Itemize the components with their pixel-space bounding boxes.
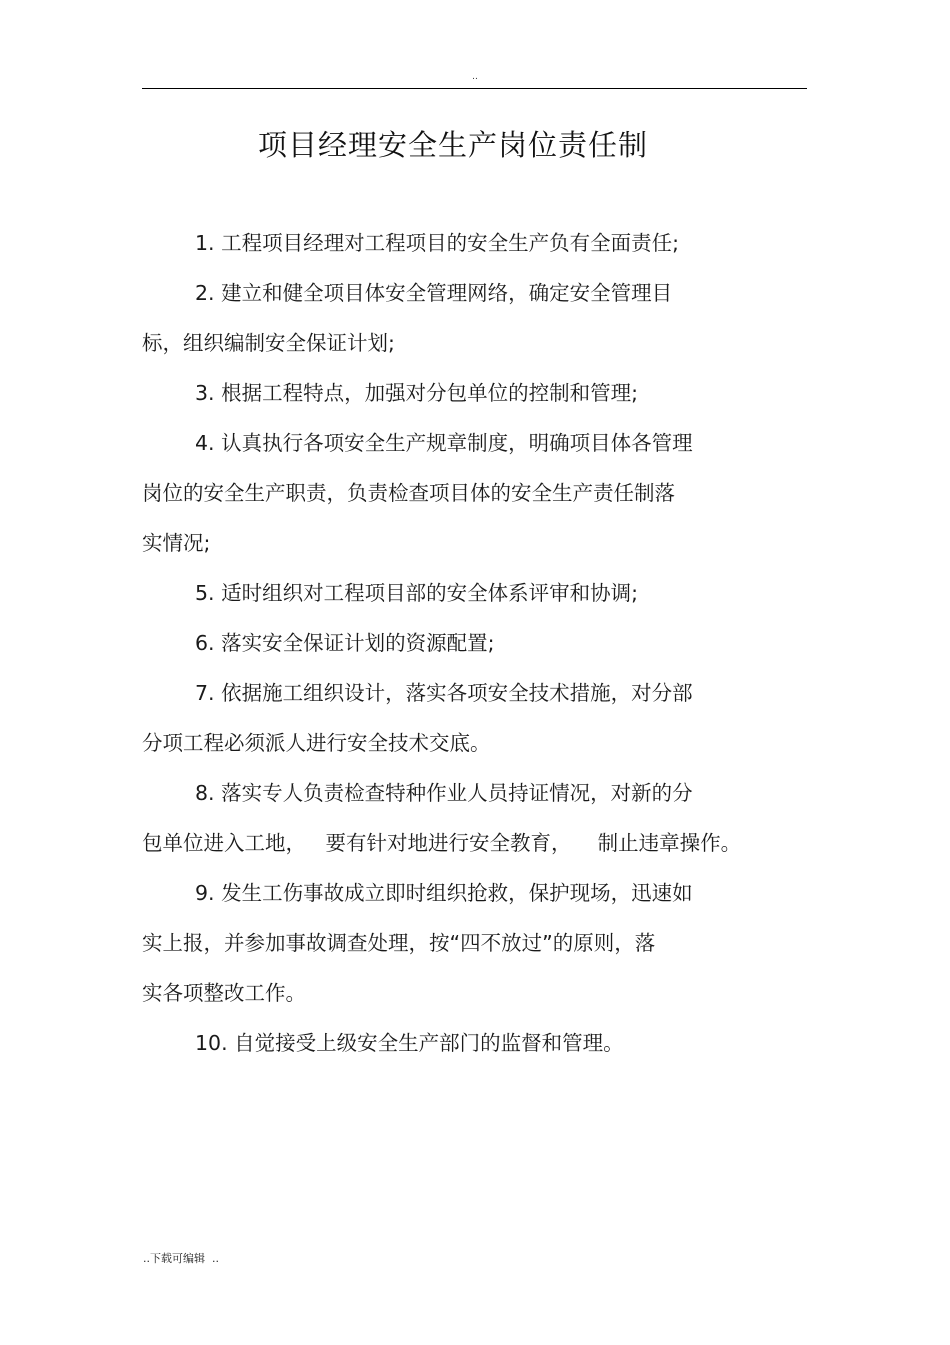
clause-item: [142, 1018, 807, 1068]
clause-item: [142, 618, 807, 668]
clause-item: [142, 418, 807, 568]
clause-line: 分项工程必须派人进行安全技术交底。: [142, 731, 491, 755]
clause-line: 9. 发生工伤事故成立即时组织抢救，保护现场，迅速如: [195, 881, 693, 905]
clause-line: 7. 依据施工组织设计，落实各项安全技术措施，对分部: [195, 681, 693, 705]
document-title: 项目经理安全生产岗位责任制: [257, 128, 648, 162]
clause-line: 实各项整改工作。: [142, 981, 306, 1005]
clause-item: [142, 568, 807, 618]
clause-line: 8. 落实专人负责检查特种作业人员持证情况，对新的分: [195, 781, 693, 805]
clause-line: 4. 认真执行各项安全生产规章制度，明确项目体各管理: [195, 431, 693, 455]
clause-line: 实情况;: [142, 531, 211, 555]
document-body: [142, 218, 807, 1068]
clause-item: [142, 768, 807, 868]
clause-line: 2. 建立和健全项目体安全管理网络，确定安全管理目: [195, 281, 673, 305]
clause-line: 3. 根据工程特点，加强对分包单位的控制和管理;: [195, 381, 638, 405]
header-divider: [142, 88, 807, 89]
clause-line: 实上报，并参加事故调查处理，按“四不放过”的原则，落: [142, 931, 656, 955]
clause-line: 1. 工程项目经理对工程项目的安全生产负有全面责任;: [195, 231, 679, 255]
clause-item: [142, 868, 807, 1018]
clause-line: 5. 适时组织对工程项目部的安全体系评审和协调;: [195, 581, 638, 605]
clause-item: [142, 218, 807, 268]
clause-item: [142, 668, 807, 768]
header-mark: ..: [472, 72, 478, 82]
clause-line: 包单位进入工地， 要有针对地进行安全教育， 制止违章操作。: [142, 831, 742, 855]
clause-line: 10. 自觉接受上级安全生产部门的监督和管理。: [195, 1031, 624, 1055]
clause-line: 标，组织编制安全保证计划;: [142, 331, 395, 355]
clause-item: [142, 268, 807, 368]
clause-item: [142, 368, 807, 418]
footer-mark: ..下载可编辑 ..: [143, 1252, 219, 1265]
clause-line: 岗位的安全生产职责，负责检查项目体的安全生产责任制落: [142, 481, 675, 505]
clause-line: 6. 落实安全保证计划的资源配置;: [195, 631, 495, 655]
